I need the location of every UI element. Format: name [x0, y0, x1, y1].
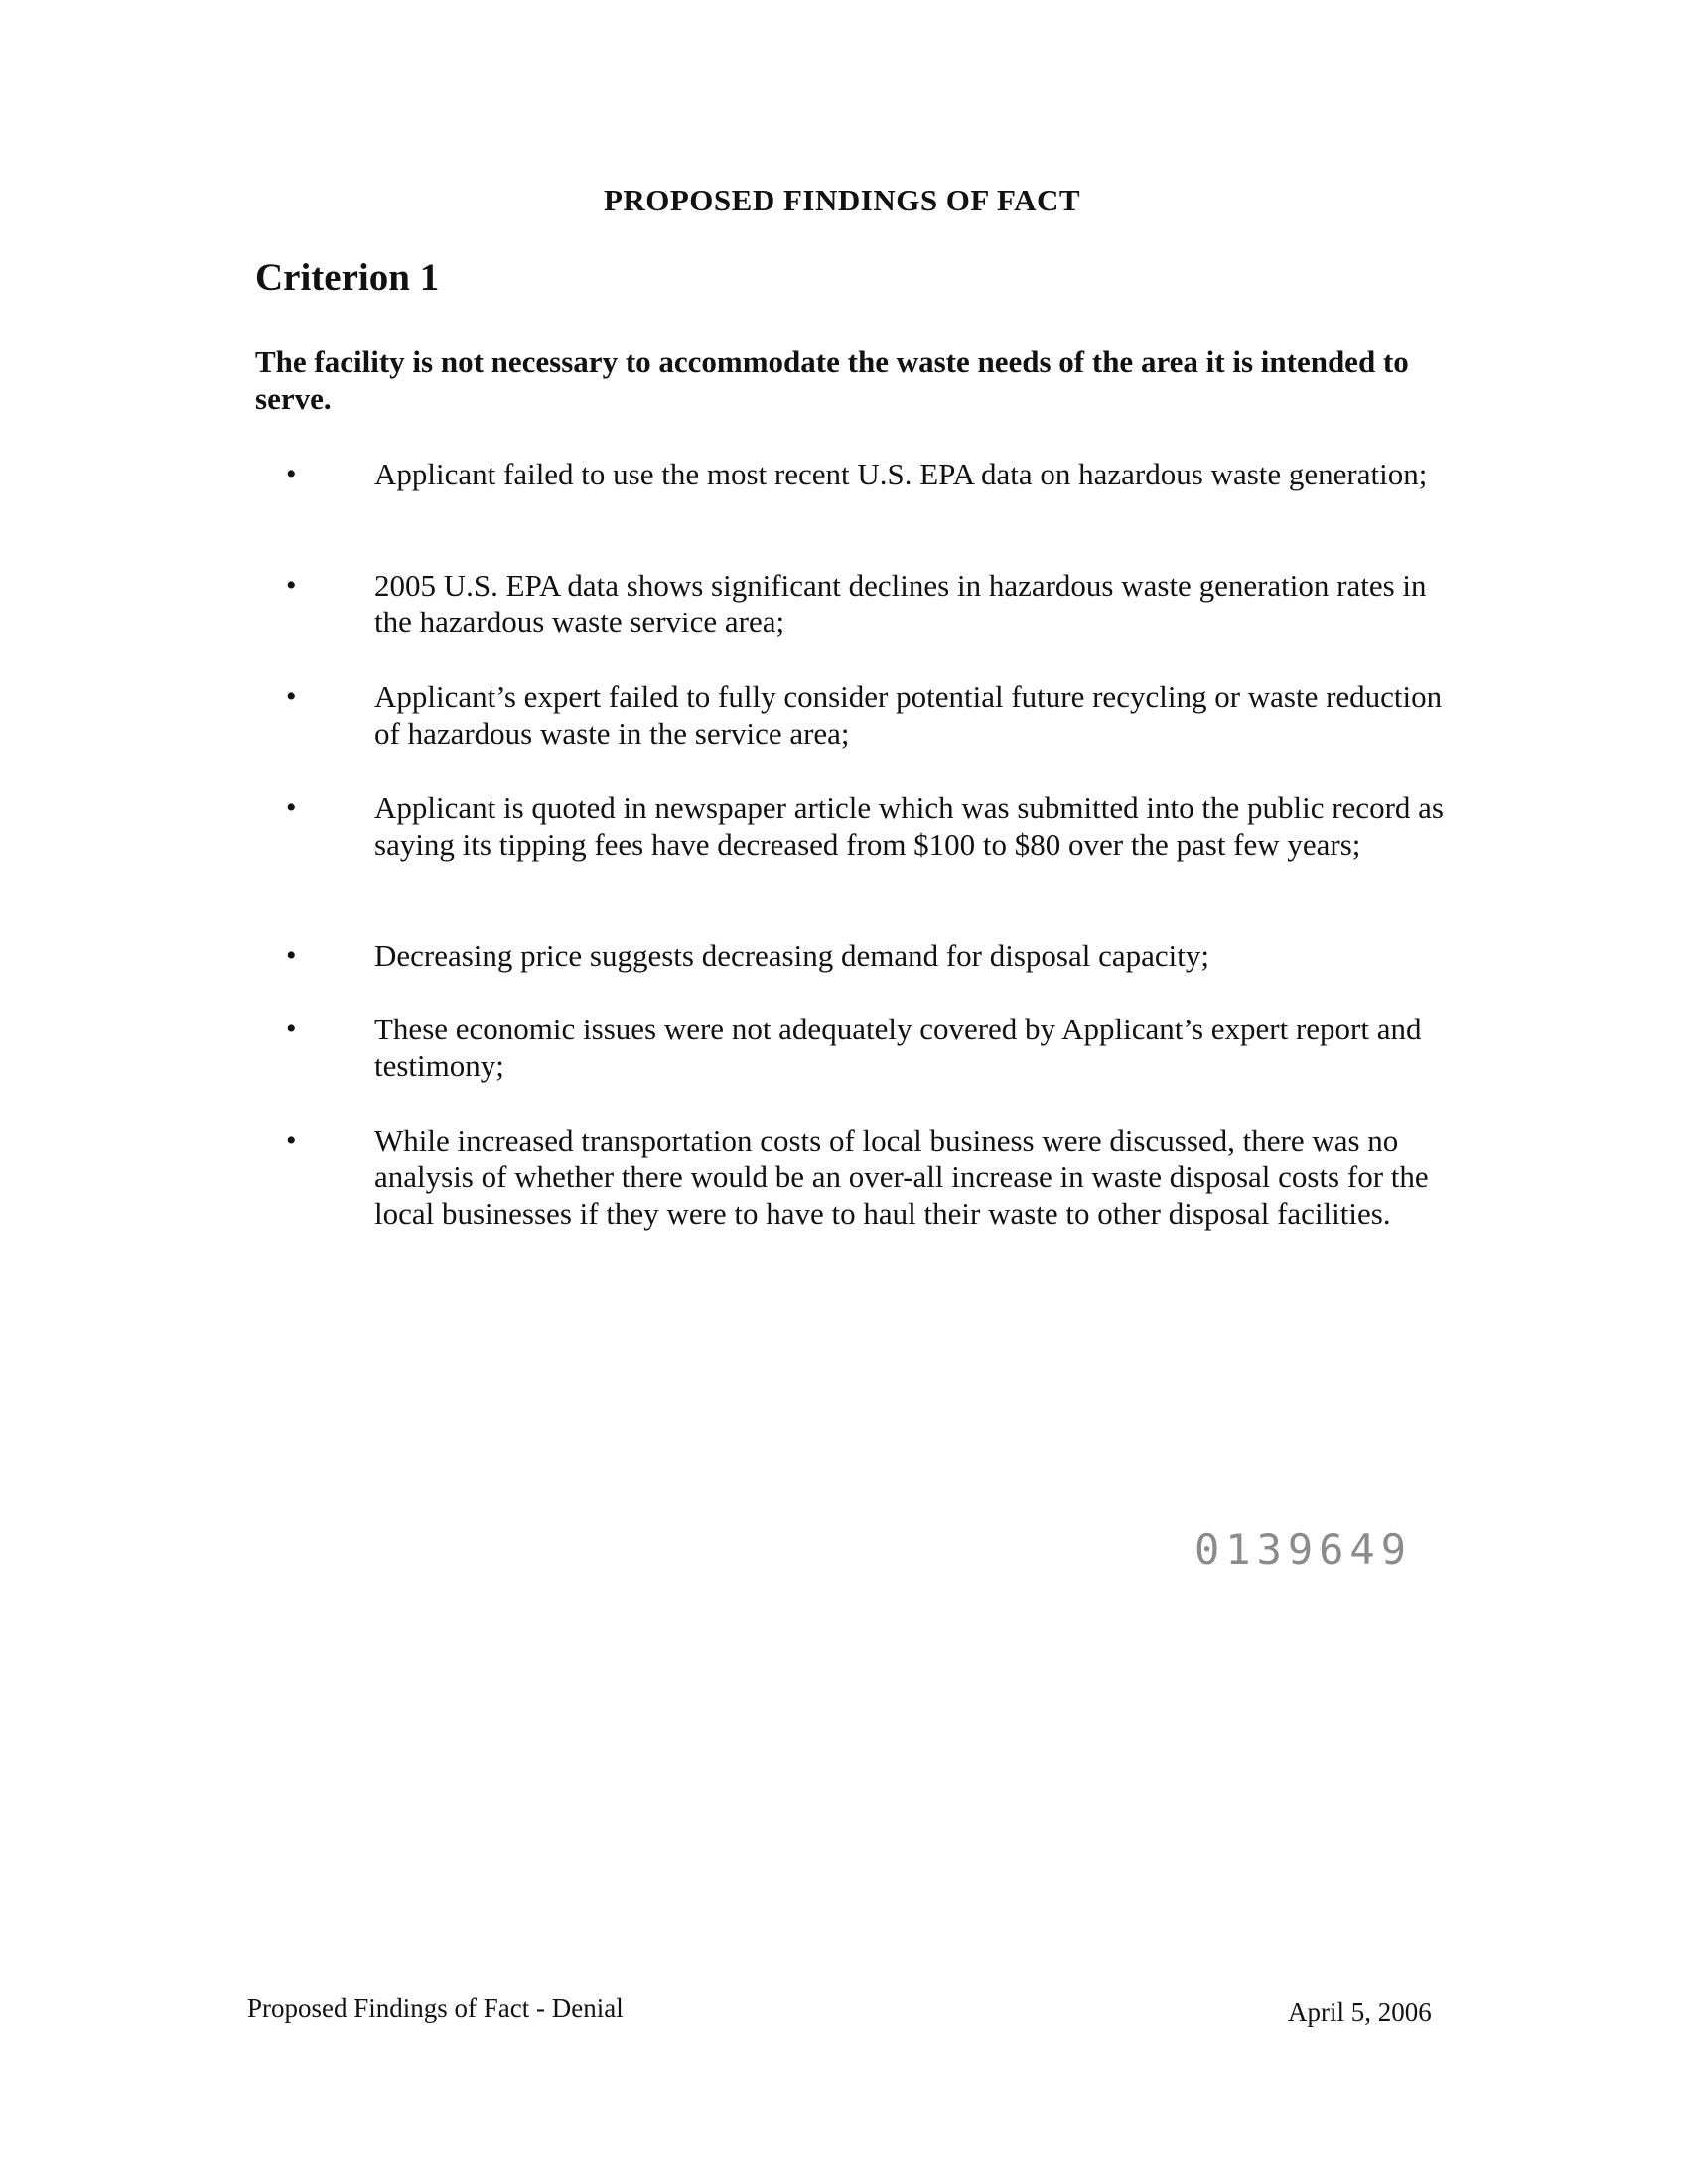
finding-text: Applicant failed to use the most recent U.S. EPA data on hazardous waste generation; [374, 457, 1428, 491]
bullet-icon: • [286, 1013, 297, 1045]
bullet-icon: • [286, 569, 297, 602]
finding-text: 2005 U.S. EPA data shows significant declines in hazardous waste generation rates in the hazardous waste service area; [374, 568, 1427, 639]
finding-text: Decreasing price suggests decreasing demand for disposal capacity; [374, 938, 1209, 973]
finding-text: These economic issues were not adequately covered by Applicant’s expert report and testimony; [374, 1012, 1422, 1083]
bullet-icon: • [286, 939, 297, 972]
criterion-statement: The facility is not necessary to accommodate the waste needs of the area it is intended to serve. [255, 344, 1409, 416]
bullet-icon: • [286, 791, 297, 824]
bullet-icon: • [286, 1124, 297, 1157]
bullet-icon: • [286, 458, 297, 490]
section-heading: Criterion 1 [255, 256, 440, 299]
finding-text: Applicant is quoted in newspaper article which was submitted into the public record as saying its tipping fees have decreased from $100 to $80 over the past few years; [374, 790, 1444, 862]
finding-text: While increased transportation costs of local business were discussed, there was no analysis of whether there would be an over-all increase in waste disposal costs for the local businesses if they were to have to haul their waste to other disposal facilities. [374, 1123, 1429, 1231]
document-stamp-number: 0139649 [1194, 1525, 1413, 1573]
footer-date: April 5, 2006 [1288, 1997, 1432, 2027]
footer-title: Proposed Findings of Fact - Denial [247, 1993, 624, 2023]
bullet-icon: • [286, 680, 297, 713]
finding-text: Applicant’s expert failed to fully consider potential future recycling or waste reduction of hazardous waste in the service area; [374, 679, 1443, 751]
document-title: PROPOSED FINDINGS OF FACT [603, 183, 1081, 217]
